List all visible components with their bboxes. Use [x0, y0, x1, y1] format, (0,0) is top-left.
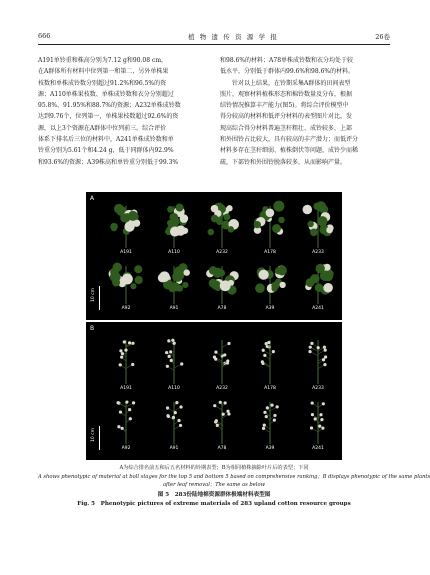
- cotton-plant-with-leaves: [156, 260, 192, 304]
- text-line: 低水平，分别低于群体内99.6%和98.6%的材料。: [220, 68, 355, 76]
- accession-label: A78: [217, 306, 227, 311]
- text-line: 照片，观察材料植株形态和棉铃数量及分布，根据: [220, 90, 353, 98]
- text-line: 疏，下部铃和外围铃脱落较多，从而影响产量。: [220, 158, 347, 166]
- caption-en-title: Fig. 5 Phenotypic pictures of extreme materials of 283 upland cotton resource groups: [77, 501, 351, 507]
- figure-panel-b: [86, 322, 342, 460]
- caption-en-note-line2: after leaf removal；The same as below: [162, 482, 266, 488]
- text-line: 和外围铃占比较大，具有较高的丰产潜力；而低评分: [220, 136, 359, 144]
- cotton-plant-defoliated: [108, 396, 144, 444]
- cotton-plant-with-leaves: [156, 200, 192, 248]
- cotton-plant-with-leaves: [108, 260, 144, 304]
- accession-label: A178: [264, 386, 276, 391]
- accession-label: A39: [265, 306, 275, 311]
- text-line: A191单铃重和株高分别为7.12 g和90.08 cm，: [38, 57, 168, 64]
- cotton-plant-with-leaves: [204, 260, 240, 304]
- cotton-plant-with-leaves: [204, 200, 240, 248]
- caption-cn-title: 图 5 283份陆地棉资源群体极端材料表型图: [157, 492, 271, 498]
- accession-label: A91: [169, 306, 179, 311]
- accession-label: A91: [169, 446, 179, 451]
- accession-label: A232: [216, 250, 228, 255]
- accession-label: A178: [264, 250, 276, 255]
- accession-label: A233: [312, 386, 324, 391]
- accession-label: A39: [265, 446, 275, 451]
- text-line: 和93.6%的资源；A39株高和单铃重分别低于99.3%: [38, 158, 179, 166]
- text-line: 现高综合得分材料普遍茎秆粗壮、成铃较多，上部: [220, 124, 353, 132]
- caption-en-note-line1: A shows phenotypic of material at boll stages for the top 5 and bottom 5 based on comprehensive ranking；B displays phenotypic of the same plants: [38, 474, 430, 480]
- text-line: 枝数和单株成铃数分别超过91.2%和96.5%的资: [38, 79, 167, 87]
- cotton-plant-with-leaves: [252, 200, 288, 248]
- cotton-plant-defoliated: [252, 334, 288, 384]
- text-line: 在A群体所有材料中位列第一和第二，另外单株果: [38, 68, 169, 76]
- cotton-plant-defoliated: [252, 396, 288, 444]
- accession-label: A233: [312, 250, 324, 255]
- cotton-plant-with-leaves: [108, 200, 144, 248]
- accession-label: A110: [168, 250, 180, 255]
- panel-label: B: [90, 325, 95, 332]
- text-line: 体系下排名后三位的材料中，A241单株成铃数和单: [38, 136, 174, 144]
- scale-bar: [99, 426, 100, 450]
- accession-label: A191: [120, 250, 132, 255]
- cotton-plant-defoliated: [108, 334, 144, 384]
- scale-bar: [99, 286, 100, 310]
- cotton-plant-with-leaves: [300, 260, 336, 304]
- accession-label: A191: [120, 386, 132, 391]
- scale-label: 10 cm: [91, 428, 96, 443]
- scale-label: 10 cm: [91, 288, 96, 303]
- volume-label: 26卷: [375, 33, 390, 41]
- header-rule: [38, 44, 390, 45]
- right-text-column: [220, 55, 390, 168]
- cotton-plant-with-leaves: [300, 200, 336, 248]
- cotton-plant-defoliated: [156, 334, 192, 384]
- journal-title: 植 物 遗 传 资 源 学 报: [188, 33, 279, 41]
- accession-label: A92: [121, 446, 131, 451]
- running-header: [38, 32, 390, 44]
- accession-label: A241: [312, 306, 324, 311]
- text-line: 源；A110单株果枝数、单株成铃数和衣分分别超过: [38, 90, 174, 98]
- cotton-plant-defoliated: [156, 396, 192, 444]
- cotton-plant-defoliated: [204, 334, 240, 384]
- text-line: 得分较高的材料和低评分材料的表型图片对比，发: [220, 113, 353, 121]
- cotton-plant-defoliated: [204, 396, 240, 444]
- accession-label: A110: [168, 386, 180, 391]
- text-line: 铃重分别为5.61个和4.24 g，低于同群体内92.9%: [38, 147, 174, 155]
- cotton-plant-with-leaves: [252, 260, 288, 304]
- page-number: 666: [38, 32, 51, 40]
- text-line: 材料多存在茎秆细弱、植株倒伏等问题，成铃少而稀: [220, 147, 359, 155]
- cotton-plant-defoliated: [300, 396, 336, 444]
- text-line: 针对以上结果，在铃期采集A群体的田间表型: [232, 79, 351, 87]
- figure-panel-a: [86, 192, 342, 320]
- caption-cn-note: A为综合排名前五和后五名材料的铃期表型；B为相同植株摘除叶片后的表型；下同: [119, 465, 309, 471]
- accession-label: A78: [217, 446, 227, 451]
- text-line: 和98.6%的材料；A78单株成铃数和衣分均处于较: [220, 57, 354, 64]
- text-line: 达到9.76个，位列第一，单株果枝数超过92.6%的资: [38, 113, 179, 121]
- text-line: 源，以上3个资源在A群体中位列前三。综合评价: [38, 124, 167, 132]
- text-line: 结铃情况推算丰产能力(图5)。将综合评价模型中: [220, 102, 349, 110]
- cotton-plant-defoliated: [300, 334, 336, 384]
- accession-label: A241: [312, 446, 324, 451]
- panel-label: A: [90, 195, 95, 202]
- text-line: 95.8%、91.95%和88.7%的资源；A232单株成铃数: [38, 102, 181, 110]
- accession-label: A92: [121, 306, 131, 311]
- accession-label: A232: [216, 386, 228, 391]
- left-text-column: [38, 55, 208, 168]
